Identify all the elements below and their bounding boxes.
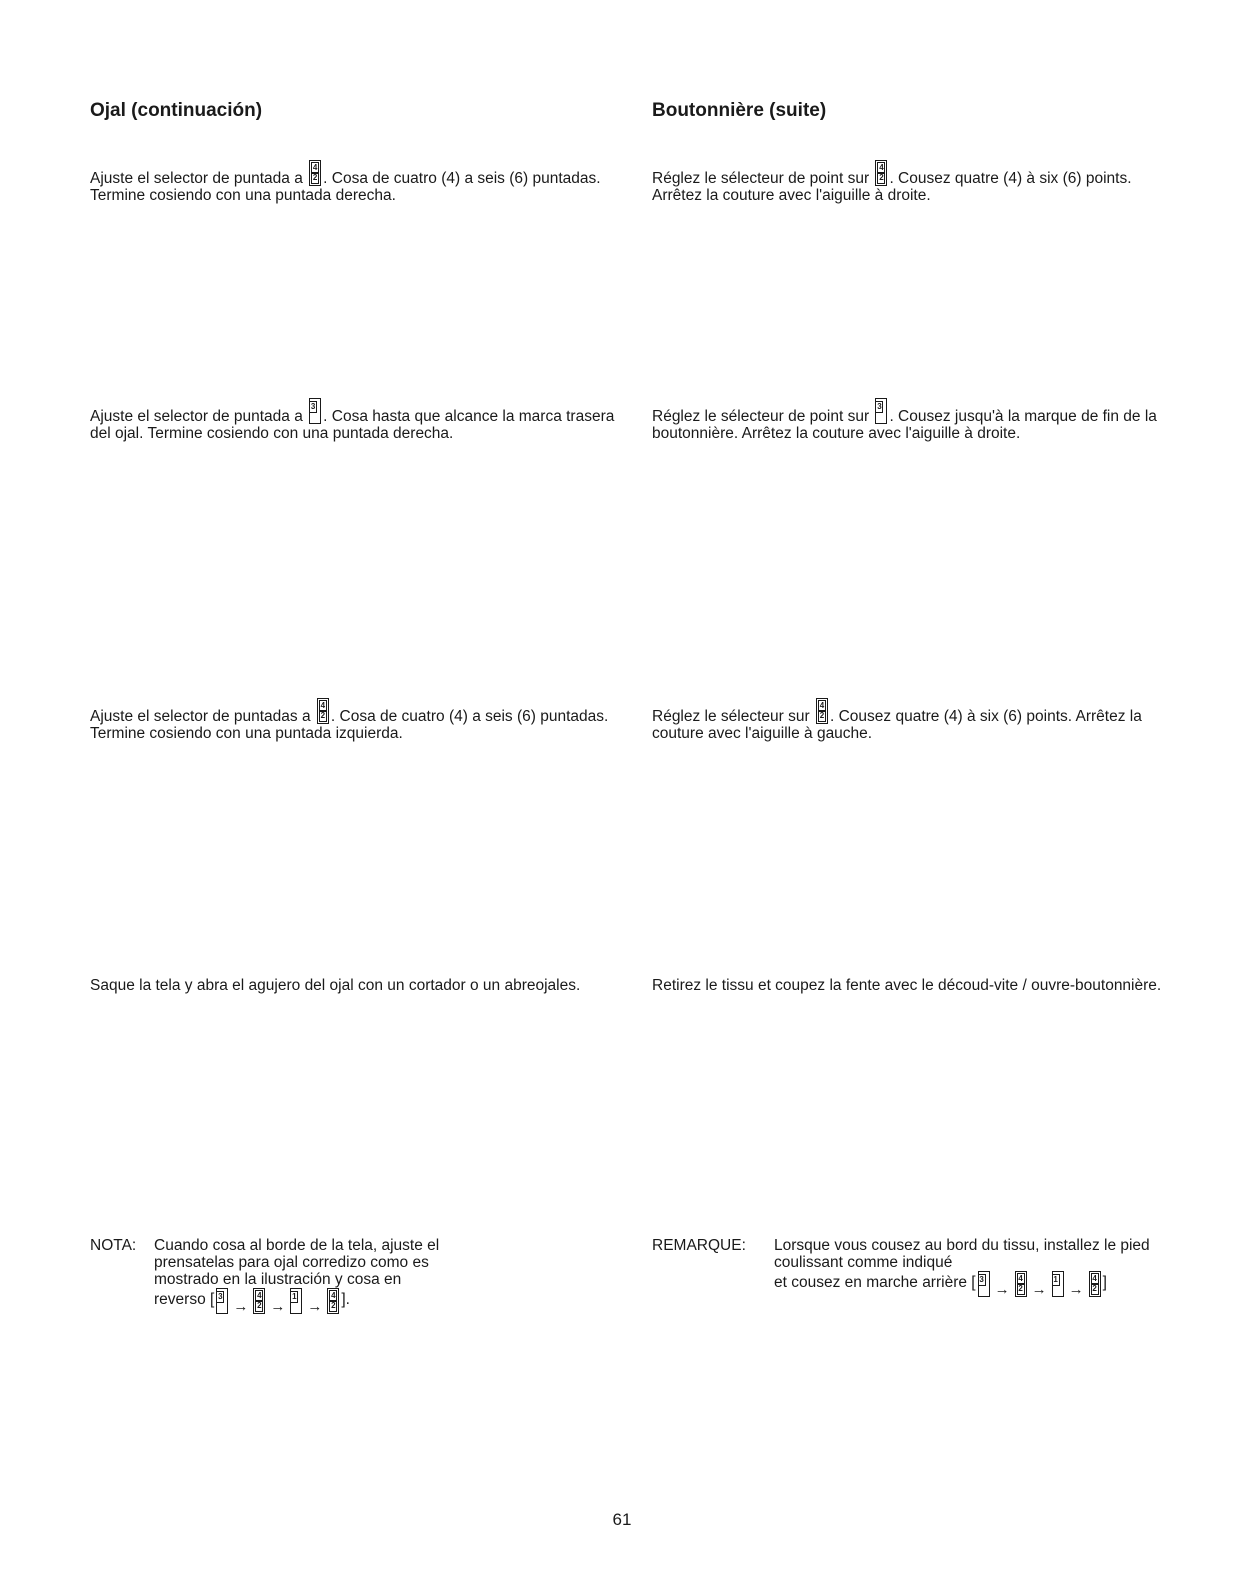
text: Ajuste el selector de puntada a <box>90 408 303 425</box>
heading-spanish: Ojal (continuación) <box>90 100 263 121</box>
text: . Cousez quatre (4) à six (6) points. Arrêtez la couture avec l'aiguille à gauche. <box>652 708 1142 742</box>
selector-1-icon: 1 <box>1052 1271 1064 1297</box>
text: et cousez en marche arrière [ <box>774 1274 976 1291</box>
arrow-icon: → <box>994 1281 1010 1298</box>
stitch-sequence <box>214 1288 341 1314</box>
arrow-icon: → <box>233 1298 249 1315</box>
note-es <box>90 1237 610 1327</box>
text: . Cosa de cuatro (4) a seis (6) puntadas. Termine cosiendo con una puntada izquierda. <box>90 708 609 742</box>
stitch-sequence <box>976 1271 1103 1297</box>
text: Réglez le sélecteur de point sur <box>652 170 870 187</box>
note-body <box>154 1237 494 1314</box>
page-number: 61 <box>612 1510 632 1529</box>
paragraph-es-1 <box>90 160 620 204</box>
selector-4-2-icon: $\frac{4}{2}$ <box>317 698 329 724</box>
arrow-icon: → <box>270 1298 286 1315</box>
text: Réglez le sélecteur de point sur <box>652 408 870 425</box>
selector-4-2-icon: $\frac{4}{2}$ <box>816 698 828 724</box>
text: Réglez le sélecteur sur <box>652 708 810 725</box>
note-fr <box>652 1237 1192 1327</box>
text: . Cousez jusqu'à la marque de fin de la boutonnière. Arrêtez la couture avec l'aiguille à droite. <box>652 408 1157 442</box>
text: Cuando cosa al borde de la tela, ajuste el prensatelas para ojal corredizo como es mostrado en la ilustración y cosa en <box>154 1237 440 1288</box>
selector-3-icon: 3 <box>216 1288 228 1314</box>
selector-4-2-icon: 4 2 <box>253 1288 265 1314</box>
selector-3-icon: 3 <box>875 398 887 424</box>
text: Ajuste el selector de puntada a <box>90 170 303 187</box>
arrow-icon: → <box>1068 1281 1084 1298</box>
note-label: NOTA: <box>90 1237 137 1254</box>
text: . Cosa de cuatro (4) a seis (6) puntadas. Termine cosiendo con una puntada derecha. <box>90 170 601 204</box>
selector-4-2-icon: $\frac{4}{2}$ <box>875 160 887 186</box>
text: reverso [ <box>154 1291 215 1308</box>
text: ]. <box>341 1291 350 1308</box>
selector-4-2-icon: 4 2 <box>1089 1271 1101 1297</box>
selector-3-icon: 3 <box>978 1271 990 1297</box>
selector-3-icon: 3 <box>309 398 321 424</box>
selector-1-icon: 1 <box>290 1288 302 1314</box>
paragraph-fr-1 <box>652 160 1172 204</box>
paragraph-es-2 <box>90 398 620 442</box>
paragraph-fr-3 <box>652 698 1172 742</box>
text: ] <box>1102 1274 1107 1291</box>
selector-4-2-icon: 4 2 <box>1015 1271 1027 1297</box>
text: . Cousez quatre (4) à six (6) points. Arrêtez la couture avec l'aiguille à droite. <box>652 170 1132 204</box>
arrow-icon: → <box>307 1298 323 1315</box>
text: Lorsque vous cousez au bord du tissu, installez le pied coulissant comme indiqué <box>774 1237 1150 1271</box>
selector-4-2-icon: 4 2 <box>327 1288 339 1314</box>
text: Ajuste el selector de puntadas a <box>90 708 311 725</box>
paragraph-fr-2 <box>652 398 1172 442</box>
note-body <box>774 1237 1174 1297</box>
note-label: REMARQUE: <box>652 1237 746 1254</box>
arrow-icon: → <box>1031 1281 1047 1298</box>
text: . Cosa hasta que alcance la marca trasera del ojal. Termine cosiendo con una puntada derecha. <box>90 408 615 442</box>
heading-french: Boutonnière (suite) <box>652 100 827 121</box>
paragraph-es-3 <box>90 698 620 742</box>
selector-4-2-icon: $\frac{4}{2}$ <box>309 160 321 186</box>
paragraph-es-4: Saque la tela y abra el agujero del ojal con un cortador o un abreojales. <box>90 977 581 994</box>
paragraph-fr-4: Retirez le tissu et coupez la fente avec le découd-vite / ouvre-boutonnière. <box>652 977 1162 994</box>
